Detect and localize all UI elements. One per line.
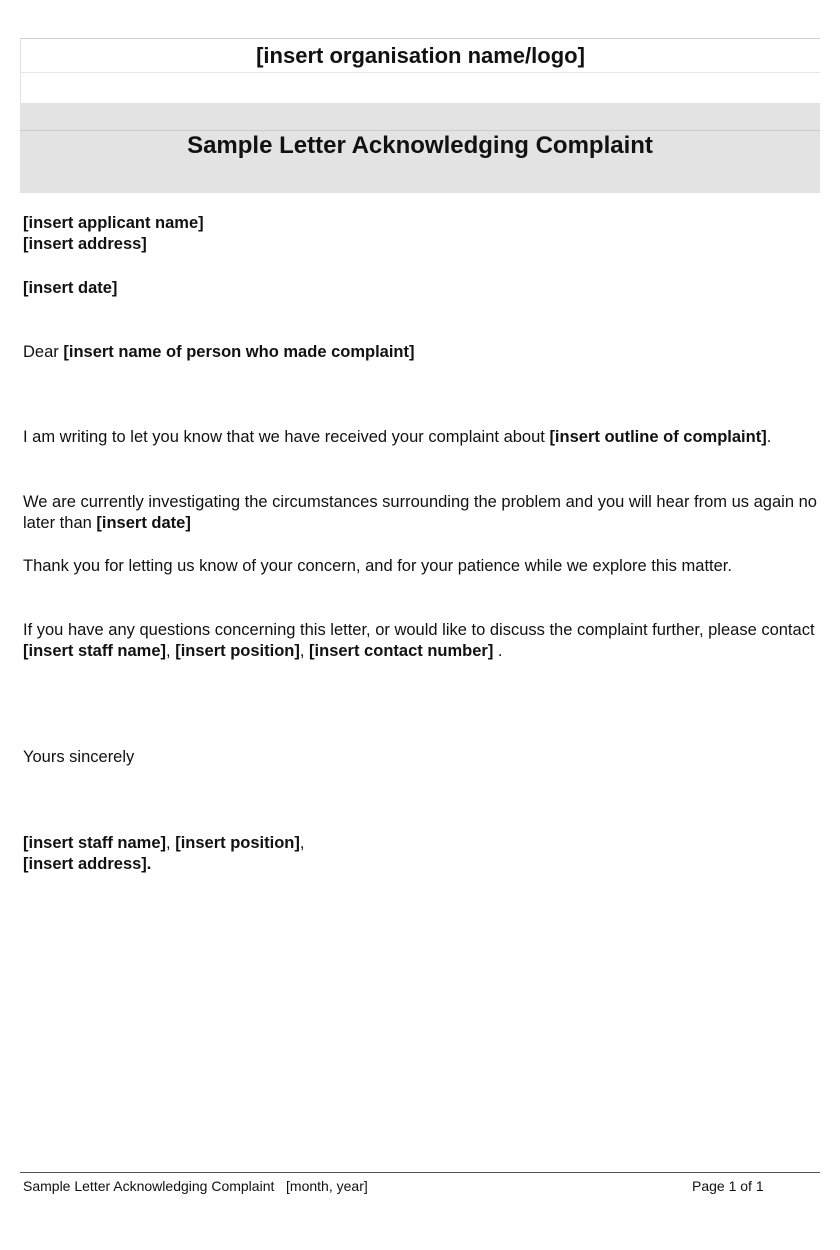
signature-position: [insert position] (175, 834, 300, 852)
signature-address: [insert address]. (23, 855, 152, 873)
contact-number: [insert contact number] (309, 642, 494, 660)
paragraph2-placeholder: [insert date] (96, 514, 191, 532)
footer-date: [month, year] (286, 1178, 368, 1194)
signature-separator: , (299, 834, 305, 852)
signature-staff-name: [insert staff name] (23, 834, 167, 852)
contact-end: . (493, 642, 503, 660)
paragraph-thank-you: Thank you for letting us know of your concern, and for your patience while we explore this matter. (23, 557, 732, 575)
paragraph1-end: . (766, 428, 772, 446)
paragraph-complaint-received (23, 427, 818, 448)
paragraph-investigating (23, 492, 818, 534)
signature-line (23, 833, 818, 854)
paragraph4-text: If you have any questions concerning this letter, or would like to discuss the complaint further, please contact (23, 621, 815, 639)
contact-separator: , (166, 642, 176, 660)
paragraph1-placeholder: [insert outline of complaint] (549, 428, 767, 446)
organisation-header (20, 38, 820, 104)
salutation (23, 342, 818, 363)
document-title: Sample Letter Acknowledging Complaint (187, 132, 653, 159)
salutation-name: [insert name of person who made complaint] (63, 343, 415, 361)
signature-block (23, 833, 818, 875)
footer-left (23, 1177, 368, 1195)
recipient-address: [insert address] (23, 235, 147, 253)
recipient-block (23, 213, 818, 255)
contact-details (23, 641, 818, 662)
contact-staff-name: [insert staff name] (23, 642, 167, 660)
title-band (20, 103, 820, 193)
letter-date: [insert date] (23, 279, 118, 297)
footer-divider (20, 1172, 820, 1173)
footer-page-number: Page 1 of 1 (692, 1178, 764, 1194)
closing: Yours sincerely (23, 748, 135, 766)
paragraph-contact (23, 620, 818, 662)
paragraph2-text: We are currently investigating the circumstances surrounding the problem and you will hear from us again no later than (23, 493, 817, 532)
footer-doc-title: Sample Letter Acknowledging Complaint (23, 1178, 275, 1194)
recipient-name: [insert applicant name] (23, 214, 204, 232)
salutation-dear: Dear (23, 343, 59, 361)
organisation-name: [insert organisation name/logo] (256, 43, 585, 68)
paragraph1-text: I am writing to let you know that we have received your complaint about (23, 428, 550, 446)
contact-separator: , (299, 642, 310, 660)
contact-position: [insert position] (175, 642, 300, 660)
signature-separator: , (166, 834, 176, 852)
header-divider (21, 72, 820, 73)
